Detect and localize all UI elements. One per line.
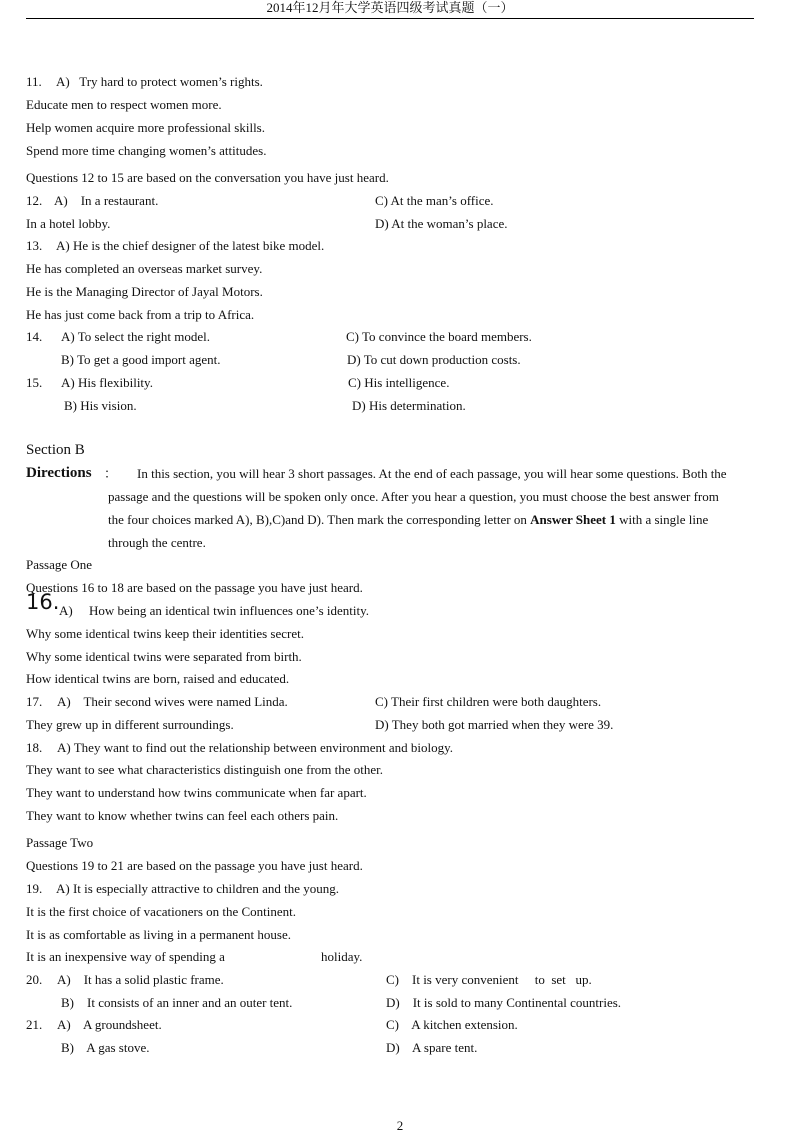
option-c: C) A kitchen extension.	[386, 1017, 518, 1032]
option-d: D) To cut down production costs.	[347, 352, 521, 367]
option-d: D) They both got married when they were 39.	[375, 717, 614, 732]
option-c: He is the Managing Director of Jayal Motors.	[26, 284, 263, 299]
option-c: Help women acquire more professional skills.	[26, 120, 265, 135]
option-d: D) At the woman’s place.	[375, 216, 508, 231]
option-a: A) Try hard to protect women’s rights.	[56, 74, 263, 89]
option-c: C) It is very convenient to set up.	[386, 972, 592, 987]
option-a: A) In a restaurant.	[54, 193, 159, 208]
questions-intro: Questions 12 to 15 are based on the conversation you have just heard.	[26, 170, 389, 185]
option-a: A) How being an identical twin influences one’s identity.	[59, 603, 370, 618]
option-b: B) It consists of an inner and an outer tent.	[61, 995, 293, 1010]
directions-label: Directions	[26, 465, 92, 481]
question-number: 12.	[26, 193, 43, 208]
option-b: B) A gas stove.	[61, 1040, 150, 1055]
option-a: A) He is the chief designer of the latest bike model.	[56, 238, 325, 253]
option-b: Educate men to respect women more.	[26, 97, 222, 112]
option-d: How identical twins are born, raised and educated.	[26, 671, 290, 686]
option-b: They grew up in different surroundings.	[26, 717, 234, 732]
section-heading: Section B	[26, 442, 85, 458]
answer-sheet-ref: Answer Sheet 1	[530, 512, 616, 527]
option-d: They want to know whether twins can feel each others pain.	[26, 808, 339, 823]
option-a: A) They want to find out the relationship between environment and biology.	[57, 740, 454, 755]
question-number: 18.	[26, 740, 43, 755]
option-b: B) To get a good import agent.	[61, 352, 221, 367]
option-a: A) To select the right model.	[61, 329, 211, 344]
option-b: They want to see what characteristics distinguish one from the other.	[26, 762, 384, 777]
question-number: 13.	[26, 238, 43, 253]
passage-heading: Passage One	[26, 557, 93, 572]
questions-intro: Questions 19 to 21 are based on the passage you have just heard.	[26, 858, 363, 873]
option-c: Why some identical twins were separated from birth.	[26, 649, 302, 664]
option-c: C) At the man’s office.	[375, 193, 494, 208]
directions-line: through the centre.	[108, 535, 206, 550]
page-header: 2014年12月年大学英语四级考试真题（一）	[26, 0, 754, 19]
question-number: 15.	[26, 375, 43, 390]
question-number: 20.	[26, 972, 43, 987]
option-d: It is an inexpensive way of spending a	[26, 949, 225, 964]
option-d: Spend more time changing women’s attitudes.	[26, 143, 267, 158]
option-c: C) Their first children were both daughters.	[375, 694, 602, 709]
option-d: D) A spare tent.	[386, 1040, 478, 1055]
question-number: 11.	[26, 74, 42, 89]
directions-line: passage and the questions will be spoken only once. After you hear a question, you must choose the best answer from	[108, 489, 719, 504]
directions-line	[108, 512, 708, 528]
option-a: A) It has a solid plastic frame.	[57, 972, 224, 987]
option-a: A) Their second wives were named Linda.	[57, 694, 288, 709]
directions-text: the four choices marked A), B),C)and D). Then mark the corresponding letter on	[108, 512, 531, 527]
option-b: Why some identical twins keep their identities secret.	[26, 626, 304, 641]
option-c: It is as comfortable as living in a permanent house.	[26, 927, 291, 942]
option-b: B) His vision.	[64, 398, 137, 413]
option-b: In a hotel lobby.	[26, 216, 111, 231]
option-d: He has just come back from a trip to Africa.	[26, 307, 255, 322]
option-a: A) A groundsheet.	[57, 1017, 162, 1032]
question-number: 17.	[26, 694, 43, 709]
page-number: 2	[396, 1118, 404, 1133]
question-number: 16.	[26, 590, 60, 614]
option-c: C) To convince the board members.	[346, 329, 532, 344]
directions-text: with a single line	[615, 512, 709, 527]
option-d: D) It is sold to many Continental countries.	[386, 995, 622, 1010]
option-c: They want to understand how twins communicate when far apart.	[26, 785, 367, 800]
option-d: D) His determination.	[352, 398, 466, 413]
question-number: 21.	[26, 1017, 43, 1032]
passage-heading: Passage Two	[26, 835, 94, 850]
directions-colon: ：	[104, 466, 118, 481]
option-d-end: holiday.	[321, 949, 363, 964]
option-b: He has completed an overseas market survey.	[26, 261, 263, 276]
directions-line: In this section, you will hear 3 short passages. At the end of each passage, you will hear some questions. Both the	[137, 466, 727, 481]
question-number: 19.	[26, 881, 43, 896]
option-b: It is the first choice of vacationers on the Continent.	[26, 904, 297, 919]
question-number: 14.	[26, 329, 43, 344]
option-a: A) It is especially attractive to children and the young.	[56, 881, 340, 896]
questions-intro: Questions 16 to 18 are based on the passage you have just heard.	[26, 580, 363, 595]
option-c: C) His intelligence.	[348, 375, 450, 390]
option-a: A) His flexibility.	[61, 375, 153, 390]
